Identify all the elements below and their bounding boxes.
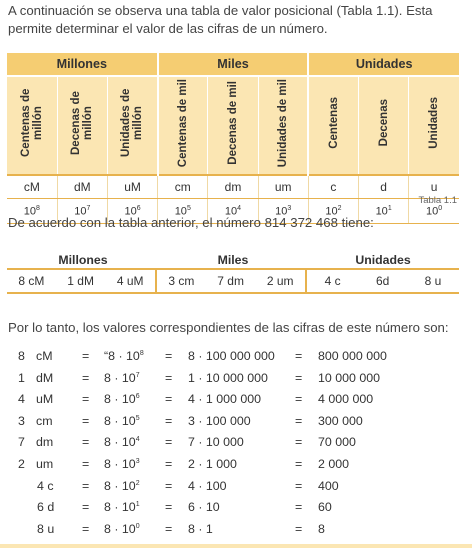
col-header: Centenas de millón [7,76,57,175]
conclusion-statement: Por lo tanto, los valores correspondientes de las cifras de este número son: [8,320,449,335]
number-statement: De acuerdo con la tabla anterior, el número 814 372 468 tiene: [8,215,374,230]
abbrev-cell: c [308,175,358,199]
abbrev-cell: dm [208,175,258,199]
bottom-decoration [0,544,472,548]
power-cell: $10^0$ [409,199,459,224]
equation-row: 1 dM = $8 \cdot 10^7$ = 1 · 10 000 000 = 10 000 000 [18,370,381,385]
power-cell: $10^1$ [359,199,409,224]
abbrev-cell: cM [7,175,57,199]
digit-cell: 8 u [424,274,442,288]
col-header: Centenas [308,76,358,175]
digit-cell: 6d [375,274,390,288]
abbrev-cell: u [409,175,459,199]
col-header: Decenas [359,76,409,175]
power-cell: $10^6$ [107,199,157,224]
power-cell: $10^5$ [158,199,208,224]
equation-row: 3 cm = $8 \cdot 10^5$ = 3 · 100 000 = 300 000 [18,413,363,428]
equation-row: 4 uM = $8 \cdot 10^6$ = 4 · 1 000 000 = 4 000 000 [18,392,374,407]
power-cell: $10^3$ [258,199,308,224]
group-miles: Miles [158,53,309,76]
digit-cell: 7 dm [217,274,244,288]
abbrev-cell: um [258,175,308,199]
col-header: Decenas de millón [57,76,107,175]
power-cell: $10^7$ [57,199,107,224]
equation-row: 7 dm = $8 \cdot 10^4$ = 7 · 10 000 = 70 000 [18,435,356,450]
col-header: Unidades de mil [258,76,308,175]
place-value-table [7,53,459,224]
group-millones: Millones [7,53,158,76]
power-cell: $10^4$ [208,199,258,224]
digit-cell: 8 cM [18,274,45,288]
group-unidades: Unidades [355,252,411,267]
equation-row: 8 u = $8 \cdot 10^0$ = 8 · 1 = 8 [37,521,325,536]
intro-paragraph: A continuación se observa una tabla de valor posicional (Tabla 1.1). Esta permite determinar el valor de las cifras de un número. [8,3,433,36]
equation-row: 8 cM = “$8 \cdot 10^8$ = 8 · 100 000 000 = 800 000 000 [18,349,387,363]
group-millones: Millones [58,252,108,267]
power-cell: $10^2$ [308,199,358,224]
abbrev-cell: uM [107,175,157,199]
abbrev-cell: cm [158,175,208,199]
col-header: Unidades de millón [107,76,157,175]
digit-cell: 3 cm [168,274,195,288]
power-cell: $10^8$ [7,199,57,224]
equation-row: 6 d = $8 \cdot 10^1$ = 6 · 10 = 60 [37,500,332,515]
group-unidades: Unidades [308,53,459,76]
col-header: Centenas de mil [158,76,208,175]
digit-cell: 4 uM [116,274,144,288]
abbrev-cell: dM [57,175,107,199]
group-miles: Miles [217,252,249,267]
digit-breakdown-table [7,251,459,294]
table-caption: Tabla 1.1 [418,195,457,206]
col-header: Unidades [409,76,459,175]
abbrev-cell: d [359,175,409,199]
digit-cell: 2 um [266,274,294,288]
digit-cell: 1 dM [67,274,94,288]
col-header: Decenas de mil [208,76,258,175]
equation-row: 4 c = $8 \cdot 10^2$ = 4 · 100 = 400 [37,478,339,493]
equation-list [0,347,472,541]
equation-row: 2 um = $8 \cdot 10^3$ = 2 · 1 000 = 2 000 [18,456,350,471]
digit-cell: 4 c [324,274,341,288]
